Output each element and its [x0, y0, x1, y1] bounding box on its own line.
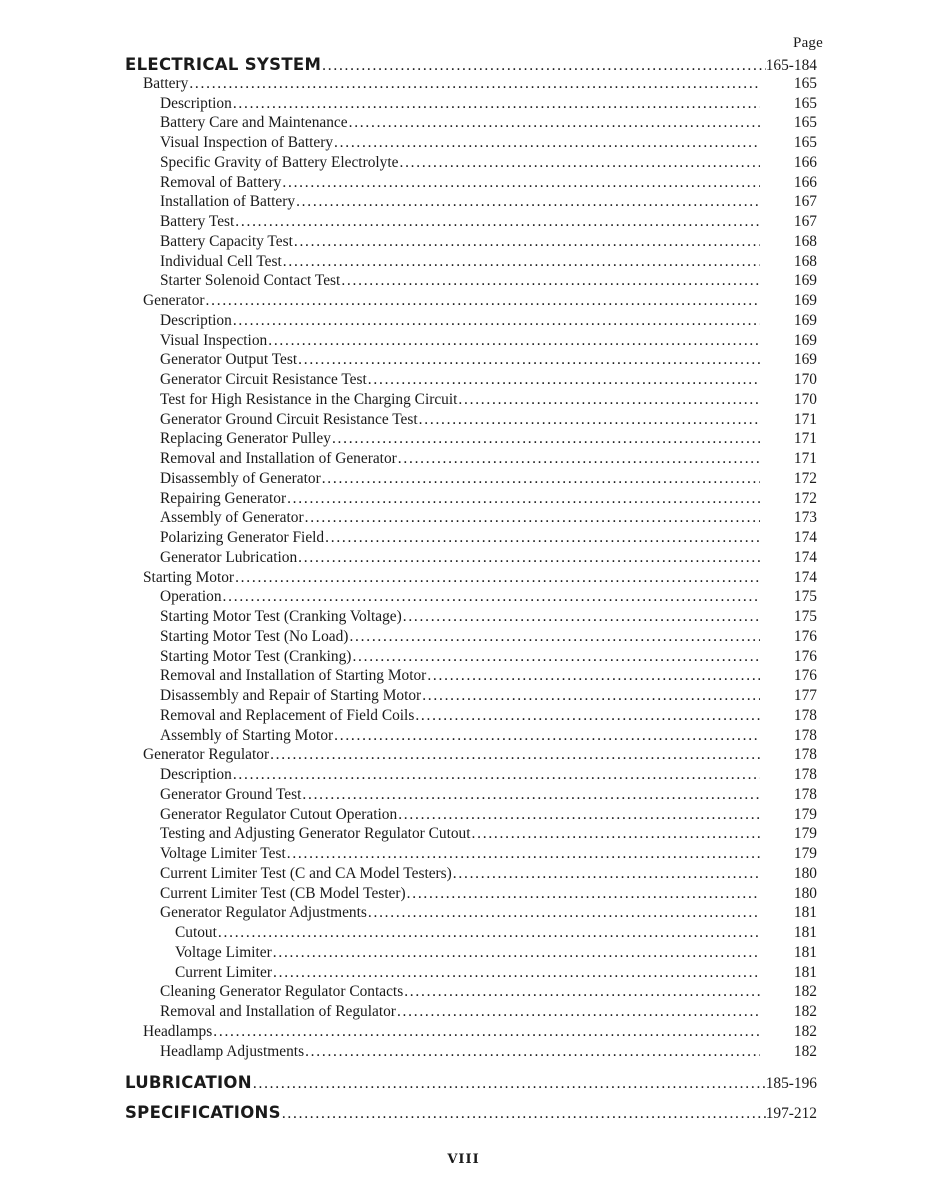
entry-title: Test for High Resistance in the Charging Circuit	[160, 391, 458, 408]
dot-leader	[322, 469, 760, 489]
dot-leader	[404, 982, 760, 1002]
entry-title: Description	[160, 766, 232, 783]
entry-title: Assembly of Generator	[160, 509, 304, 526]
entry-page: 169	[793, 292, 817, 309]
toc-entry[interactable]	[0, 785, 817, 805]
entry-title: Battery Test	[160, 213, 235, 230]
dot-leader	[270, 745, 760, 765]
dot-leader	[427, 666, 760, 686]
entry-title: Assembly of Starting Motor	[160, 727, 334, 744]
toc-entry[interactable]	[0, 805, 817, 825]
entry-page: 181	[793, 964, 817, 981]
entry-title: Starting Motor	[143, 569, 235, 586]
entry-page: 170	[793, 391, 817, 408]
toc-entry[interactable]	[0, 153, 817, 173]
toc-entry[interactable]	[0, 666, 817, 686]
toc-entry[interactable]	[0, 469, 817, 489]
entry-title: Starting Motor Test (No Load)	[160, 628, 349, 645]
toc-entry[interactable]	[0, 765, 817, 785]
entry-title: Replacing Generator Pulley	[160, 430, 331, 447]
entry-page: 175	[793, 588, 817, 605]
dot-leader	[302, 785, 760, 805]
entry-page: 171	[793, 450, 817, 467]
entry-page: 179	[793, 825, 817, 842]
entry-title: Generator Regulator	[143, 746, 270, 763]
entry-title: Starting Motor Test (Cranking)	[160, 648, 352, 665]
dot-leader	[235, 568, 760, 588]
entry-title: Generator Regulator Adjustments	[160, 904, 367, 921]
toc-entry[interactable]	[0, 726, 817, 746]
entry-page: 178	[793, 727, 817, 744]
dot-leader	[233, 94, 760, 114]
entry-title: Removal and Installation of Regulator	[160, 1003, 396, 1020]
toc-entry[interactable]	[0, 390, 817, 410]
entry-page: 171	[793, 430, 817, 447]
dot-leader	[282, 173, 760, 193]
dot-leader	[235, 212, 760, 232]
dot-leader	[349, 627, 760, 647]
section-pages: 185-196	[765, 1075, 817, 1092]
toc-entry[interactable]	[0, 824, 817, 844]
entry-title: Removal and Installation of Starting Motor	[160, 667, 427, 684]
dot-leader	[334, 133, 760, 153]
entry-title: Battery Care and Maintenance	[160, 114, 348, 131]
entry-page: 180	[793, 885, 817, 902]
entry-page: 176	[793, 648, 817, 665]
dot-leader	[287, 489, 760, 509]
toc-entry[interactable]	[0, 864, 817, 884]
dot-leader	[403, 607, 760, 627]
entry-page: 176	[793, 667, 817, 684]
toc-entry[interactable]	[0, 508, 817, 528]
entry-page: 181	[793, 924, 817, 941]
entry-page: 166	[793, 154, 817, 171]
entry-title: Generator	[143, 292, 205, 309]
entry-title: Voltage Limiter Test	[160, 845, 286, 862]
dot-leader	[298, 350, 760, 370]
toc-entry[interactable]	[0, 568, 817, 588]
dot-leader	[206, 291, 760, 311]
dot-leader	[334, 726, 760, 746]
entry-page: 179	[793, 806, 817, 823]
toc-entry[interactable]	[0, 745, 817, 765]
entry-page: 174	[793, 529, 817, 546]
entry-page: 166	[793, 174, 817, 191]
entry-title: Cutout	[175, 924, 217, 941]
dot-leader	[325, 528, 760, 548]
toc-entry[interactable]	[0, 252, 817, 272]
section-title: ELECTRICAL SYSTEM	[125, 55, 322, 74]
dot-leader	[298, 548, 760, 568]
dot-leader	[352, 647, 760, 667]
entry-title: Polarizing Generator Field	[160, 529, 325, 546]
section-pages: 197-212	[765, 1105, 817, 1122]
entry-page: 182	[793, 1003, 817, 1020]
entry-title: Starter Solenoid Contact Test	[160, 272, 341, 289]
entry-page: 172	[793, 490, 817, 507]
toc-entry[interactable]	[0, 192, 817, 212]
toc-section-lubrication[interactable]	[0, 1071, 817, 1095]
entry-page: 169	[793, 312, 817, 329]
toc-entry[interactable]	[0, 647, 817, 667]
dot-leader	[218, 923, 760, 943]
entry-page: 177	[793, 687, 817, 704]
toc-entry[interactable]	[0, 528, 817, 548]
entry-page: 165	[793, 134, 817, 151]
dot-leader	[368, 903, 760, 923]
entry-page: 181	[793, 904, 817, 921]
entry-title: Removal of Battery	[160, 174, 282, 191]
section-pages: 165-184	[765, 57, 817, 74]
dot-leader	[341, 271, 760, 291]
dot-leader	[458, 390, 760, 410]
entry-title: Disassembly of Generator	[160, 470, 321, 487]
entry-title: Operation	[160, 588, 222, 605]
entry-title: Headlamps	[143, 1023, 213, 1040]
entry-title: Generator Output Test	[160, 351, 298, 368]
entry-title: Disassembly and Repair of Starting Motor	[160, 687, 422, 704]
dot-leader	[415, 706, 760, 726]
dot-leader	[398, 449, 760, 469]
entry-page: 180	[793, 865, 817, 882]
entry-title: Description	[160, 312, 232, 329]
entry-title: Specific Gravity of Battery Electrolyte	[160, 154, 399, 171]
entry-title: Current Limiter	[175, 964, 273, 981]
entry-title: Cleaning Generator Regulator Contacts	[160, 983, 404, 1000]
entry-title: Voltage Limiter	[175, 944, 272, 961]
dot-leader	[283, 252, 760, 272]
toc-entry[interactable]	[0, 350, 817, 370]
toc-entry[interactable]	[0, 311, 817, 331]
entry-title: Testing and Adjusting Generator Regulator Cutout	[160, 825, 471, 842]
dot-leader	[407, 884, 760, 904]
entry-page: 174	[793, 549, 817, 566]
dot-leader	[282, 1102, 766, 1126]
entry-page: 174	[793, 569, 817, 586]
toc-entry[interactable]	[0, 844, 817, 864]
dot-leader	[397, 1002, 760, 1022]
section-title: SPECIFICATIONS	[125, 1103, 281, 1122]
toc-entry[interactable]	[0, 489, 817, 509]
entry-page: 178	[793, 766, 817, 783]
toc-entry[interactable]	[0, 607, 817, 627]
toc-entry[interactable]	[0, 370, 817, 390]
entry-page: 173	[793, 509, 817, 526]
toc-entry[interactable]	[0, 410, 817, 430]
entry-page: 172	[793, 470, 817, 487]
dot-leader	[422, 686, 760, 706]
entry-page: 179	[793, 845, 817, 862]
dot-leader	[472, 824, 760, 844]
toc-entry[interactable]	[0, 982, 817, 1002]
entry-title: Visual Inspection of Battery	[160, 134, 334, 151]
dot-leader	[332, 429, 760, 449]
entry-title: Removal and Replacement of Field Coils	[160, 707, 415, 724]
entry-page: 167	[793, 193, 817, 210]
entry-page: 181	[793, 944, 817, 961]
entry-page: 170	[793, 371, 817, 388]
entry-title: Installation of Battery	[160, 193, 296, 210]
entry-page: 178	[793, 746, 817, 763]
toc-entry[interactable]	[0, 1002, 817, 1022]
entry-title: Individual Cell Test	[160, 253, 282, 270]
entry-title: Repairing Generator	[160, 490, 287, 507]
entry-title: Battery	[143, 75, 189, 92]
dot-leader	[268, 331, 760, 351]
toc-entry[interactable]	[0, 1022, 817, 1042]
entry-page: 169	[793, 332, 817, 349]
page-folio: VIII	[447, 1152, 480, 1167]
dot-leader	[296, 192, 760, 212]
dot-leader	[253, 1072, 766, 1096]
dot-leader	[419, 410, 760, 430]
entry-page: 176	[793, 628, 817, 645]
toc-entry[interactable]	[0, 94, 817, 114]
entry-title: Headlamp Adjustments	[160, 1043, 305, 1060]
toc-entry[interactable]	[0, 943, 817, 963]
toc-entry[interactable]	[0, 291, 817, 311]
dot-leader	[287, 844, 760, 864]
toc-entry[interactable]	[0, 686, 817, 706]
entry-title: Description	[160, 95, 232, 112]
toc-entry[interactable]	[0, 548, 817, 568]
toc-entry[interactable]	[0, 587, 817, 607]
entry-title: Generator Regulator Cutout Operation	[160, 806, 398, 823]
toc-entry[interactable]	[0, 133, 817, 153]
entry-page: 182	[793, 1043, 817, 1060]
dot-leader	[305, 508, 760, 528]
dot-leader	[233, 311, 760, 331]
entry-page: 165	[793, 95, 817, 112]
dot-leader	[305, 1042, 760, 1062]
toc-entry[interactable]	[0, 429, 817, 449]
entry-page: 178	[793, 707, 817, 724]
toc-entry[interactable]	[0, 232, 817, 252]
section-title: LUBRICATION	[125, 1073, 252, 1092]
entry-title: Generator Ground Test	[160, 786, 302, 803]
dot-leader	[233, 765, 760, 785]
toc-entry[interactable]	[0, 884, 817, 904]
entry-page: 169	[793, 351, 817, 368]
entry-title: Current Limiter Test (CB Model Tester)	[160, 885, 406, 902]
toc-entry[interactable]	[0, 923, 817, 943]
dot-leader	[213, 1022, 760, 1042]
entry-title: Visual Inspection	[160, 332, 268, 349]
entry-title: Generator Ground Circuit Resistance Test	[160, 411, 418, 428]
entry-page: 171	[793, 411, 817, 428]
dot-leader	[368, 370, 760, 390]
dot-leader	[294, 232, 760, 252]
entry-title: Battery Capacity Test	[160, 233, 293, 250]
dot-leader	[189, 74, 760, 94]
entry-page: 178	[793, 786, 817, 803]
dot-leader	[398, 805, 760, 825]
entry-title: Starting Motor Test (Cranking Voltage)	[160, 608, 402, 625]
entry-title: Removal and Installation of Generator	[160, 450, 397, 467]
toc-entry[interactable]	[0, 74, 817, 94]
toc-entry[interactable]	[0, 1042, 817, 1062]
entry-page: 165	[793, 114, 817, 131]
entry-page: 182	[793, 1023, 817, 1040]
toc-entry[interactable]	[0, 627, 817, 647]
dot-leader	[223, 587, 760, 607]
toc-entry[interactable]	[0, 706, 817, 726]
entry-title: Generator Lubrication	[160, 549, 298, 566]
toc-entry[interactable]	[0, 449, 817, 469]
toc-entry[interactable]	[0, 331, 817, 351]
toc-entry[interactable]	[0, 271, 817, 291]
dot-leader	[453, 864, 760, 884]
toc-entry[interactable]	[0, 173, 817, 193]
entry-title: Current Limiter Test (C and CA Model Testers)	[160, 865, 452, 882]
toc-entry[interactable]	[0, 963, 817, 983]
toc-entry[interactable]	[0, 903, 817, 923]
entry-page: 165	[793, 75, 817, 92]
entry-page: 182	[793, 983, 817, 1000]
toc-entry[interactable]	[0, 113, 817, 133]
dot-leader	[349, 113, 760, 133]
dot-leader	[399, 153, 760, 173]
dot-leader	[273, 963, 760, 983]
entry-page: 168	[793, 233, 817, 250]
toc-section-specifications[interactable]	[0, 1101, 817, 1125]
entry-page: 169	[793, 272, 817, 289]
page-header-label: Page	[793, 35, 823, 51]
entry-title: Generator Circuit Resistance Test	[160, 371, 367, 388]
entry-page: 167	[793, 213, 817, 230]
entry-page: 168	[793, 253, 817, 270]
entry-page: 175	[793, 608, 817, 625]
dot-leader	[273, 943, 760, 963]
toc-entry[interactable]	[0, 212, 817, 232]
